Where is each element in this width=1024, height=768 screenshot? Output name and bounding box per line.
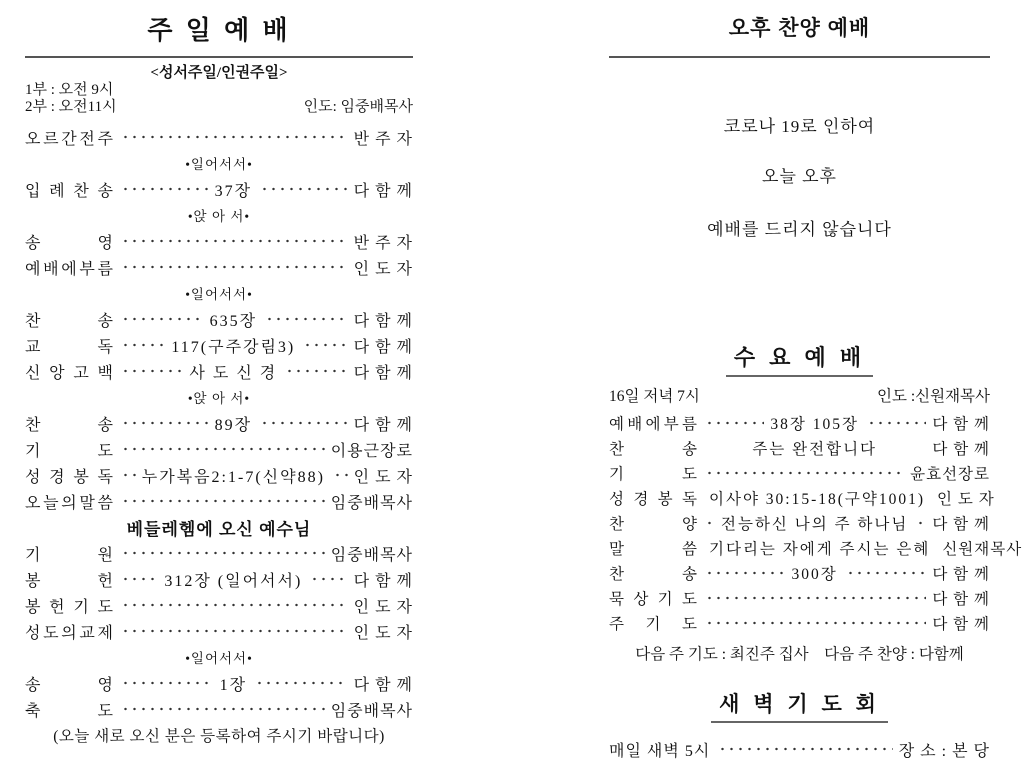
label-char: 기 [73,598,89,616]
dot-leader [301,337,347,353]
order-item-content: 누가복음2:1-7(신약88) [141,468,325,486]
dot-leader [119,129,348,145]
label-char: 독 [97,468,113,486]
label-char: 씀 [682,540,697,558]
dot-leader [119,545,325,561]
order-row [609,460,990,485]
order-row [25,462,413,488]
order-item-label [25,672,113,695]
dot-leader [119,363,183,379]
label-char: 독 [681,490,697,508]
label-char: 경 [49,468,65,486]
label-char: 씀 [97,494,113,512]
label-char: 배 [43,260,59,278]
label-char: 찬 [25,416,41,434]
dot-leader [703,465,904,481]
order-item-label [25,412,113,435]
order-item-label [609,437,697,459]
posture-direction: •일어서서• [185,651,253,666]
label-char: 영 [97,234,113,252]
order-row [25,618,413,644]
order-item-person: 다 함 께 [932,415,990,433]
dot-leader [844,565,927,581]
label-char: 송 [25,234,41,252]
label-char: 예 [609,415,624,433]
order-item-label [25,620,113,643]
closure-message-line: 예배를 드리지 않습니다 [707,220,892,239]
label-char: 헌 [49,598,65,616]
dot-leader [703,440,746,456]
label-char: 성 [25,468,41,486]
sermon-title: 베들레헴에 오신 예수님 [126,519,312,539]
order-item-label [609,487,697,509]
label-char: 기 [609,465,624,483]
order-row [25,540,413,566]
order-item-label [25,568,113,591]
order-item-label [609,612,697,634]
order-row [25,670,413,696]
label-char: 름 [682,415,697,433]
label-char: 송 [97,416,113,434]
order-item-person: 이용근장로 [330,442,413,460]
order-row [609,610,990,635]
label-char: 상 [633,590,649,608]
dot-leader [119,493,325,509]
label-char: 주 [97,130,113,148]
label-char: 교 [25,338,41,356]
order-item-person: 임중배목사 [330,702,413,720]
sermon-title-row [25,514,413,540]
dot-leader [263,311,348,327]
label-char: 앙 [49,364,65,382]
registration-note: (오늘 새로 오신 분은 등록하여 주시기 바랍니다) [53,728,385,745]
order-item-person: 인 도 자 [353,260,413,278]
posture-direction-row [25,150,413,176]
label-char: 도 [681,590,697,608]
label-char: 봉 [73,468,89,486]
posture-direction-row [25,280,413,306]
order-item-content: 37장 [214,182,253,200]
label-char: 묵 [609,590,624,608]
label-char: 기 [25,442,41,460]
label-char: 주 [609,615,624,633]
sunday-theme-subtitle: <성서주일/인권주일> [150,65,288,81]
order-item-person: 다 함 께 [932,515,990,533]
order-row [609,585,990,610]
label-char: 축 [25,702,41,720]
order-item-person: 다 함 께 [353,338,414,356]
dot-leader [258,181,348,197]
order-item-person: 인 도 자 [353,598,413,616]
label-char: 봉 [25,572,41,590]
label-char: 고 [73,364,89,382]
dot-leader [119,597,348,613]
label-char: 송 [25,676,41,694]
dot-leader [283,363,347,379]
afternoon-worship-title: 오후 찬양 예배 [728,17,871,40]
order-item-label [25,698,113,721]
order-item-label [25,438,113,461]
order-item-label [25,490,113,513]
order-item-person: 다 함 께 [353,416,413,434]
dawn-prayer-title: 새 벽 기 도 회 [711,691,888,723]
right-page-section [609,0,1023,761]
order-row [25,306,413,332]
dot-leader [119,675,214,691]
label-char: 의 [61,494,77,512]
label-char: 백 [97,364,113,382]
dot-leader [703,415,764,431]
order-item-person: 다 함 께 [353,364,414,382]
label-char: 도 [43,624,59,642]
label-char: 양 [682,515,697,533]
order-item-label [25,308,113,331]
dot-leader [119,259,348,275]
order-item-person: 임중배목사 [330,546,413,564]
label-char: 의 [61,624,77,642]
order-item-label [609,462,697,484]
order-row [609,560,990,585]
order-item-person: 신원재목사 [942,540,1023,558]
sunday-worship-section [25,0,413,748]
posture-direction: •앉 아 서• [187,391,251,406]
dot-leader [703,515,715,531]
label-char: 송 [97,182,113,200]
order-item-person: 다 함 께 [932,590,990,608]
order-item-content: 300장 [791,565,838,583]
dot-leader [703,590,926,606]
order-item-label [25,230,113,253]
wednesday-worship-header [609,343,990,377]
dot-leader [119,441,325,457]
label-char: 말 [79,494,95,512]
label-char: 송 [682,565,697,583]
label-char: 성 [609,490,624,508]
order-row [25,124,413,150]
order-item-label [609,512,697,534]
label-char: 도 [97,442,113,460]
order-item-person: 임중배목사 [330,494,413,512]
label-char: 송 [97,312,113,330]
label-char: 예 [25,260,41,278]
dawn-prayer-place: 장 소 : 본 당 [898,742,990,760]
label-char: 찬 [609,440,624,458]
label-char: 찬 [609,565,624,583]
order-row [25,592,413,618]
order-row [25,228,413,254]
label-char: 기 [645,615,661,633]
order-row [25,696,413,722]
label-char: 성 [25,624,41,642]
label-char: 교 [79,624,95,642]
order-item-person: 인 도 자 [937,490,995,508]
label-char: 경 [633,490,649,508]
order-item-label [25,360,113,383]
label-char: 도 [682,465,697,483]
sunday-order-of-worship [25,124,413,748]
label-char: 찬 [25,312,41,330]
order-row [25,566,413,592]
service-time-1: 1부 : 오전 9시 [25,82,114,98]
order-item-label [609,562,697,584]
order-item-content: 635장 [209,312,258,330]
dawn-prayer-row [609,737,990,761]
order-row [25,488,413,514]
order-item-label [25,594,113,617]
order-item-content: 38장 105장 [770,415,859,433]
order-row [609,410,990,435]
label-char: 말 [609,540,624,558]
label-char: 례 [49,182,65,200]
title-divider [25,56,413,58]
posture-direction-row [25,202,413,228]
order-item-label [25,542,113,565]
order-item-content: 이사야 30:15-18(구약1001) [709,490,926,508]
label-char: 봉 [657,490,673,508]
dot-leader [883,440,926,456]
order-item-person: 다 함 께 [932,565,990,583]
order-item-label [25,256,113,279]
order-item-person: 다 함 께 [353,572,413,590]
order-row [609,510,990,535]
dot-leader [331,467,348,483]
label-char: 봉 [25,598,41,616]
order-row [25,436,413,462]
label-char: 찬 [73,182,89,200]
dot-leader [119,311,204,327]
label-char: 부 [79,260,95,278]
order-item-content: 주는 완전합니다 [752,440,878,458]
next-week-assignments: 다음 주 기도 : 최진주 집사 다음 주 찬양 : 다함께 [635,646,964,663]
label-char: 기 [657,590,673,608]
order-row [609,435,990,460]
dawn-prayer-time: 매일 새벽 5시 [609,742,711,760]
dot-leader [119,181,209,197]
service-time-2: 2부 : 오전11시 [25,99,117,115]
dot-leader [119,571,158,587]
label-char: 도 [97,702,113,720]
dot-leader [703,615,926,631]
label-char: 오 [25,494,41,512]
dot-leader [253,675,348,691]
label-char: 입 [25,182,41,200]
label-char: 에 [645,415,661,433]
order-item-label [609,587,697,609]
wednesday-time-leader-line [609,386,990,408]
order-row [25,254,413,280]
sunday-worship-title: 주 일 예 배 [147,15,291,45]
label-char: 부 [663,415,679,433]
dot-leader [119,701,325,717]
order-item-person: 반 주 자 [353,234,413,252]
order-item-label [609,412,697,434]
title-divider [609,56,990,58]
dot-leader [865,415,926,431]
service-leader: 인도: 임중배목사 [303,99,413,115]
dot-leader [119,233,348,249]
label-char: 찬 [609,515,624,533]
wednesday-time: 16일 저녁 7시 [609,388,700,405]
posture-direction: •앉 아 서• [187,209,251,224]
label-char: 름 [97,260,113,278]
label-char: 송 [682,440,697,458]
order-item-person: 다 함 께 [353,312,413,330]
order-row [25,332,413,358]
dot-leader [119,467,136,483]
posture-direction-row [25,384,413,410]
label-char: 헌 [97,572,113,590]
label-char: 신 [25,364,41,382]
order-item-person: 인 도 자 [353,624,413,642]
dot-leader [716,741,892,757]
order-item-person: 다 함 께 [353,182,413,200]
dot-leader [308,571,347,587]
order-item-content: 1장 [219,676,248,694]
label-char: 원 [97,546,113,564]
label-char: 도 [97,598,113,616]
label-char: 배 [627,415,643,433]
dot-leader [119,623,348,639]
closure-message-line: 오늘 오후 [762,167,837,186]
label-char: 기 [25,546,41,564]
posture-direction-row [25,644,413,670]
order-item-person: 반 주 자 [353,130,413,148]
order-row [609,485,995,510]
order-item-label [609,537,697,559]
order-item-content: 117(구주강림3) [171,338,296,356]
order-row [25,358,413,384]
order-item-label [25,464,113,487]
dot-leader [119,415,209,431]
wednesday-leader: 인도 :신원재목사 [877,388,990,405]
order-item-person: 다 함 께 [932,440,991,458]
label-char: 오 [25,130,41,148]
order-item-content: 312장 (일어서서) [164,572,303,590]
wednesday-worship-title: 수 요 예 배 [726,343,873,377]
label-char: 늘 [43,494,59,512]
registration-note-row [25,722,413,748]
order-item-person: 다 함 께 [353,676,413,694]
order-row [25,410,413,436]
order-row [25,176,413,202]
dot-leader [258,415,348,431]
label-char: 영 [97,676,113,694]
service-time-leader-line [25,99,413,116]
label-char: 르 [43,130,59,148]
dot-leader [703,565,786,581]
order-row [609,535,1023,560]
label-char: 간 [61,130,77,148]
order-item-person: 다 함 께 [932,615,990,633]
wednesday-order-of-worship [609,410,1023,635]
order-item-person: 윤효선장로 [910,465,990,483]
posture-direction: •일어서서• [185,157,253,172]
dot-leader [914,515,926,531]
order-item-person: 인 도 자 [353,468,414,486]
order-item-content: 89장 [214,416,253,434]
order-item-label [25,126,113,149]
posture-direction: •일어서서• [185,287,253,302]
order-item-label [25,178,113,201]
label-char: 제 [97,624,113,642]
order-item-content: 전능하신 나의 주 하나님 [720,515,909,533]
label-char: 에 [61,260,77,278]
order-item-content: 기다리는 자에게 주시는 은혜 [709,540,931,558]
label-char: 전 [79,130,95,148]
closure-message-line: 코로나 19로 인하여 [723,117,876,136]
label-char: 도 [682,615,697,633]
order-item-content: 사 도 신 경 [189,364,278,382]
label-char: 독 [97,338,113,356]
order-item-label [25,334,113,357]
dawn-prayer-header [609,691,990,723]
dot-leader [119,337,165,353]
